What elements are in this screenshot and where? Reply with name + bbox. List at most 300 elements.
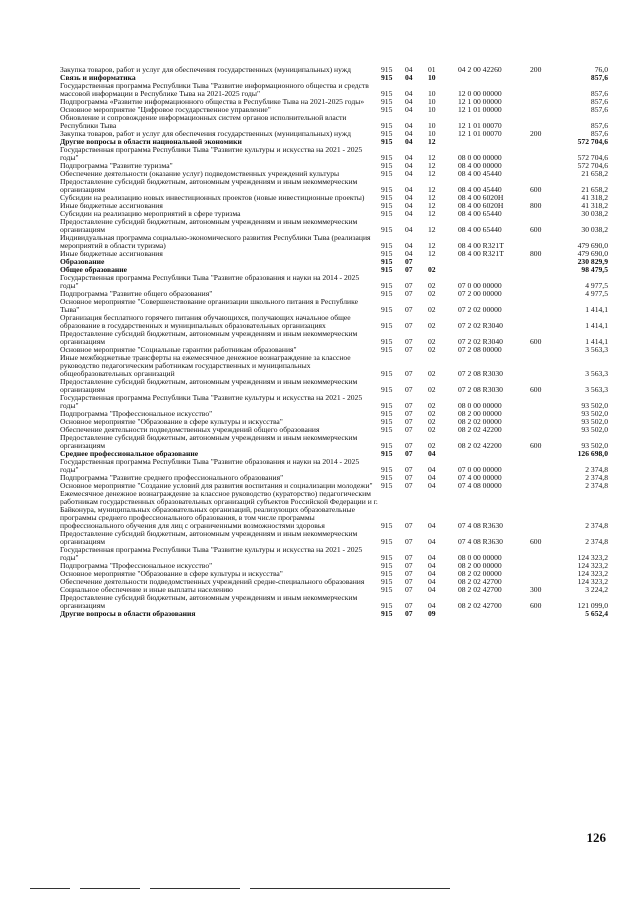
row-name: Основное мероприятие "Образование в сфере культуры и искусства" — [60, 569, 283, 578]
row-podrazdel: 02 — [428, 409, 436, 418]
row-grbs: 915 — [381, 385, 393, 394]
row-amount: 857,6 — [590, 97, 608, 106]
row-amount: 2 374,8 — [585, 465, 608, 474]
row-name: Государственная программа Республики Тыва "Развитие культуры и искусства на 2021 - 2025 годы" — [60, 145, 363, 162]
row-podrazdel: 12 — [428, 209, 436, 218]
table-row — [60, 82, 620, 98]
row-name: Обеспечение деятельности (оказание услуг) подведомственных учреждений культуры — [60, 169, 340, 178]
row-podrazdel: 02 — [428, 289, 436, 298]
row-podrazdel: 02 — [428, 305, 436, 314]
row-target-article: 08 4 00 65440 — [458, 225, 502, 234]
row-grbs: 915 — [381, 169, 393, 178]
row-target-article: 08 4 00 00000 — [458, 161, 502, 170]
row-name: Предоставление субсидий бюджетным, автономным учреждениям и иным некоммерческим организациям — [60, 593, 358, 610]
row-amount: 4 977,5 — [585, 281, 608, 290]
row-grbs: 915 — [381, 65, 393, 74]
row-razdel: 04 — [405, 121, 413, 130]
row-podrazdel: 04 — [428, 481, 436, 490]
row-target-article: 12 1 01 00070 — [458, 129, 502, 138]
row-target-article: 12 0 00 00000 — [458, 89, 502, 98]
row-name: Государственная программа Республики Тыва "Развитие образования и науки на 2014 - 2025 годы" — [60, 457, 360, 474]
row-amount: 93 502,0 — [581, 409, 608, 418]
row-target-article: 07 4 00 00000 — [458, 473, 502, 482]
table-row — [60, 546, 620, 562]
row-target-article: 07 2 02 00000 — [458, 305, 502, 314]
row-razdel: 04 — [405, 153, 413, 162]
row-target-article: 08 2 02 42700 — [458, 577, 502, 586]
row-razdel: 04 — [405, 241, 413, 250]
row-amount: 2 374,8 — [585, 481, 608, 490]
row-razdel: 04 — [405, 65, 413, 74]
row-podrazdel: 02 — [428, 321, 436, 330]
row-grbs: 915 — [381, 73, 393, 82]
row-grbs: 915 — [381, 345, 393, 354]
row-name: Другие вопросы в области национальной экономики — [60, 137, 242, 146]
row-podrazdel: 04 — [428, 449, 436, 458]
row-podrazdel: 09 — [428, 609, 436, 618]
table-row — [60, 610, 620, 618]
row-razdel: 04 — [405, 201, 413, 210]
row-grbs: 915 — [381, 249, 393, 258]
row-name: Предоставление субсидий бюджетным, автономным учреждениям и иным некоммерческим организациям — [60, 529, 358, 546]
row-amount: 857,6 — [590, 129, 608, 138]
row-name: Другие вопросы в области образования — [60, 609, 196, 618]
row-target-article: 07 2 02 R3040 — [458, 337, 503, 346]
table-row — [60, 298, 620, 314]
row-target-article: 07 2 00 00000 — [458, 289, 502, 298]
row-expense-type: 200 — [530, 129, 542, 138]
row-amount: 479 690,0 — [577, 249, 608, 258]
row-name: Социальное обеспечение и иные выплаты населению — [60, 585, 233, 594]
row-amount: 3 563,3 — [585, 385, 608, 394]
row-target-article: 08 4 00 6020H — [458, 193, 504, 202]
row-target-article: 08 4 00 6020H — [458, 201, 504, 210]
row-grbs: 915 — [381, 257, 393, 266]
table-row — [60, 258, 620, 266]
row-name: Обеспечение деятельности подведомственных учреждений средне-специального образования — [60, 577, 365, 586]
row-podrazdel: 02 — [428, 369, 436, 378]
row-name: Подпрограмма «Развитие информационного общества в Республике Тыва на 2021-2025 годы» — [60, 97, 365, 106]
row-grbs: 915 — [381, 193, 393, 202]
row-razdel: 07 — [405, 569, 413, 578]
row-amount: 126 698,0 — [577, 449, 608, 458]
row-grbs: 915 — [381, 281, 393, 290]
row-target-article: 08 4 00 45440 — [458, 185, 502, 194]
row-podrazdel: 02 — [428, 265, 436, 274]
row-razdel: 07 — [405, 481, 413, 490]
row-podrazdel: 12 — [428, 153, 436, 162]
row-amount: 93 502,0 — [581, 417, 608, 426]
row-target-article: 08 4 00 R321T — [458, 249, 504, 258]
row-grbs: 915 — [381, 97, 393, 106]
row-razdel: 04 — [405, 209, 413, 218]
row-grbs: 915 — [381, 337, 393, 346]
row-razdel: 04 — [405, 73, 413, 82]
row-grbs: 915 — [381, 153, 393, 162]
row-name: Закупка товаров, работ и услуг для обеспечения государственных (муниципальных) нужд — [60, 65, 351, 74]
table-row — [60, 378, 620, 394]
row-name: Ежемесячное денежное вознаграждение за классное руководство (кураторство) педагогическим работникам государственных образовательных организаций субъектов Российской Федерации и г. Байконура, муниципальных образовательных организаций, реализующих образовательные программы среднего профессионального образования, в том числе программы профессионального обучения для лиц с ограниченными возможностями здоровья — [60, 489, 378, 530]
row-name: Предоставление субсидий бюджетным, автономным учреждениям и иным некоммерческим организациям — [60, 377, 358, 394]
table-row — [60, 530, 620, 546]
row-amount: 21 658,2 — [581, 169, 608, 178]
row-target-article: 07 0 00 00000 — [458, 465, 502, 474]
row-expense-type: 600 — [530, 337, 542, 346]
row-name: Субсидии на реализацию новых инвестиционных проектов (новые инвестиционные проекты) — [60, 193, 365, 202]
row-podrazdel: 04 — [428, 465, 436, 474]
table-row — [60, 354, 620, 378]
row-grbs: 915 — [381, 473, 393, 482]
row-amount: 3 224,2 — [585, 585, 608, 594]
row-amount: 572 704,6 — [577, 161, 608, 170]
row-amount: 4 977,5 — [585, 289, 608, 298]
row-podrazdel: 04 — [428, 577, 436, 586]
row-razdel: 07 — [405, 417, 413, 426]
table-row — [60, 114, 620, 130]
row-name: Иные бюджетные ассигнования — [60, 249, 163, 258]
row-amount: 230 829,9 — [577, 257, 608, 266]
row-target-article: 07 4 08 R3630 — [458, 521, 503, 530]
row-razdel: 07 — [405, 537, 413, 546]
row-target-article: 08 2 00 00000 — [458, 409, 502, 418]
row-grbs: 915 — [381, 89, 393, 98]
row-expense-type: 800 — [530, 249, 542, 258]
row-razdel: 07 — [405, 577, 413, 586]
row-grbs: 915 — [381, 465, 393, 474]
row-amount: 572 704,6 — [577, 153, 608, 162]
row-amount: 41 318,2 — [581, 193, 608, 202]
row-grbs: 915 — [381, 121, 393, 130]
row-podrazdel: 04 — [428, 521, 436, 530]
budget-table — [60, 66, 620, 618]
row-podrazdel: 10 — [428, 73, 436, 82]
row-razdel: 04 — [405, 249, 413, 258]
row-grbs: 915 — [381, 201, 393, 210]
row-podrazdel: 04 — [428, 537, 436, 546]
row-podrazdel: 02 — [428, 425, 436, 434]
row-podrazdel: 04 — [428, 561, 436, 570]
row-podrazdel: 12 — [428, 201, 436, 210]
row-podrazdel: 02 — [428, 441, 436, 450]
row-podrazdel: 12 — [428, 185, 436, 194]
row-grbs: 915 — [381, 577, 393, 586]
row-grbs: 915 — [381, 601, 393, 610]
row-amount: 124 323,2 — [577, 561, 608, 570]
row-grbs: 915 — [381, 289, 393, 298]
row-expense-type: 600 — [530, 537, 542, 546]
table-row — [60, 594, 620, 610]
row-razdel: 04 — [405, 225, 413, 234]
row-razdel: 07 — [405, 609, 413, 618]
table-row — [60, 178, 620, 194]
row-podrazdel: 02 — [428, 337, 436, 346]
row-amount: 1 414,1 — [585, 337, 608, 346]
row-name: Подпрограмма "Развитие общего образования" — [60, 289, 213, 298]
row-podrazdel: 10 — [428, 129, 436, 138]
row-razdel: 04 — [405, 137, 413, 146]
row-podrazdel: 02 — [428, 417, 436, 426]
row-razdel: 07 — [405, 465, 413, 474]
row-podrazdel: 02 — [428, 281, 436, 290]
row-target-article: 07 4 08 00000 — [458, 481, 502, 490]
row-podrazdel: 12 — [428, 169, 436, 178]
row-amount: 1 414,1 — [585, 321, 608, 330]
row-podrazdel: 12 — [428, 225, 436, 234]
row-razdel: 04 — [405, 89, 413, 98]
row-name: Основное мероприятие "Совершенствование организации школьного питания в Республике Тыва" — [60, 297, 358, 314]
row-amount: 479 690,0 — [577, 241, 608, 250]
row-expense-type: 600 — [530, 441, 542, 450]
row-name: Среднее профессиональное образование — [60, 449, 199, 458]
row-name: Подпрограмма "Профессиональное искусство" — [60, 409, 213, 418]
row-name: Подпрограмма "Развитие туризма" — [60, 161, 173, 170]
table-row — [60, 66, 620, 74]
row-target-article: 08 2 02 42200 — [458, 425, 502, 434]
row-grbs: 915 — [381, 561, 393, 570]
row-razdel: 04 — [405, 129, 413, 138]
row-name: Основное мероприятие "Образование в сфере культуры и искусства" — [60, 417, 283, 426]
row-razdel: 07 — [405, 473, 413, 482]
row-amount: 857,6 — [590, 105, 608, 114]
row-podrazdel: 10 — [428, 121, 436, 130]
row-target-article: 08 0 00 00000 — [458, 153, 502, 162]
row-razdel: 07 — [405, 449, 413, 458]
row-expense-type: 600 — [530, 225, 542, 234]
row-amount: 3 563,3 — [585, 345, 608, 354]
row-expense-type: 300 — [530, 585, 542, 594]
row-target-article: 07 2 08 R3030 — [458, 369, 503, 378]
row-name: Государственная программа Республики Тыва "Развитие информационного общества и средств массовой информации в Республике Тыва на 2021-2025 годы" — [60, 81, 369, 98]
row-amount: 93 502,0 — [581, 425, 608, 434]
row-grbs: 915 — [381, 305, 393, 314]
row-name: Обновление и сопровождение информационных систем органов исполнительной власти Республики Тыва — [60, 113, 347, 130]
row-target-article: 08 2 02 00000 — [458, 569, 502, 578]
row-target-article: 07 0 00 00000 — [458, 281, 502, 290]
row-grbs: 915 — [381, 209, 393, 218]
row-amount: 2 374,8 — [585, 521, 608, 530]
row-amount: 857,6 — [590, 73, 608, 82]
row-target-article: 08 4 00 R321T — [458, 241, 504, 250]
row-grbs: 915 — [381, 265, 393, 274]
footer-rule — [30, 888, 450, 889]
row-grbs: 915 — [381, 585, 393, 594]
row-podrazdel: 02 — [428, 385, 436, 394]
row-target-article: 08 2 02 42700 — [458, 585, 502, 594]
row-expense-type: 800 — [530, 201, 542, 210]
row-amount: 30 038,2 — [581, 225, 608, 234]
row-target-article: 08 4 00 65440 — [458, 209, 502, 218]
row-target-article: 08 4 00 45440 — [458, 169, 502, 178]
row-grbs: 915 — [381, 441, 393, 450]
row-target-article: 07 2 08 00000 — [458, 345, 502, 354]
row-razdel: 07 — [405, 369, 413, 378]
row-razdel: 07 — [405, 601, 413, 610]
row-grbs: 915 — [381, 481, 393, 490]
row-razdel: 07 — [405, 257, 413, 266]
row-target-article: 12 1 01 00000 — [458, 105, 502, 114]
row-podrazdel: 01 — [428, 65, 436, 74]
row-amount: 93 502,0 — [581, 441, 608, 450]
row-name: Субсидии на реализацию мероприятий в сфере туризма — [60, 209, 241, 218]
table-row — [60, 234, 620, 250]
table-row — [60, 458, 620, 474]
row-name: Предоставление субсидий бюджетным, автономным учреждениям и иным некоммерческим организациям — [60, 217, 358, 234]
row-podrazdel: 12 — [428, 241, 436, 250]
row-razdel: 04 — [405, 169, 413, 178]
row-razdel: 07 — [405, 305, 413, 314]
row-amount: 857,6 — [590, 89, 608, 98]
row-amount: 30 038,2 — [581, 209, 608, 218]
row-name: Предоставление субсидий бюджетным, автономным учреждениям и иным некоммерческим организациям — [60, 177, 358, 194]
row-grbs: 915 — [381, 401, 393, 410]
row-grbs: 915 — [381, 129, 393, 138]
row-podrazdel: 12 — [428, 193, 436, 202]
row-name: Предоставление субсидий бюджетным, автономным учреждениям и иным некоммерческим организациям — [60, 329, 358, 346]
row-grbs: 915 — [381, 409, 393, 418]
row-name: Основное мероприятие "Цифровое государственное управление" — [60, 105, 271, 114]
row-name: Государственная программа Республики Тыва "Развитие культуры и искусства на 2021 - 2025 годы" — [60, 393, 363, 410]
row-podrazdel: 10 — [428, 105, 436, 114]
table-row — [60, 394, 620, 410]
row-name: Связь и информатика — [60, 73, 136, 82]
row-grbs: 915 — [381, 185, 393, 194]
row-name: Индивидуальная программа социально-экономического развития Республики Тыва (реализация мероприятий в области туризма) — [60, 233, 371, 250]
row-amount: 76,0 — [594, 65, 608, 74]
row-razdel: 07 — [405, 553, 413, 562]
row-amount: 98 479,5 — [581, 265, 608, 274]
row-razdel: 07 — [405, 345, 413, 354]
row-podrazdel: 12 — [428, 249, 436, 258]
row-expense-type: 600 — [530, 385, 542, 394]
row-razdel: 04 — [405, 185, 413, 194]
row-podrazdel: 10 — [428, 97, 436, 106]
row-amount: 1 414,1 — [585, 305, 608, 314]
row-razdel: 07 — [405, 409, 413, 418]
row-podrazdel: 12 — [428, 161, 436, 170]
row-grbs: 915 — [381, 161, 393, 170]
table-row — [60, 274, 620, 290]
row-grbs: 915 — [381, 449, 393, 458]
row-grbs: 915 — [381, 425, 393, 434]
row-amount: 2 374,8 — [585, 473, 608, 482]
row-podrazdel: 04 — [428, 473, 436, 482]
row-name: Иные бюджетные ассигнования — [60, 201, 163, 210]
row-target-article: 08 2 02 42200 — [458, 441, 502, 450]
row-target-article: 08 0 00 00000 — [458, 553, 502, 562]
row-grbs: 915 — [381, 369, 393, 378]
table-row — [60, 250, 620, 258]
row-name: Образование — [60, 257, 105, 266]
row-name: Организация бесплатного горячего питания обучающихся, получающих начальное общее образование в государственных и муниципальных образовательных организациях — [60, 313, 351, 330]
row-razdel: 07 — [405, 281, 413, 290]
row-amount: 124 323,2 — [577, 569, 608, 578]
row-amount: 121 099,0 — [577, 601, 608, 610]
row-grbs: 915 — [381, 105, 393, 114]
row-amount: 5 652,4 — [585, 609, 608, 618]
row-grbs: 915 — [381, 241, 393, 250]
row-podrazdel: 04 — [428, 585, 436, 594]
row-name: Закупка товаров, работ и услуг для обеспечения государственных (муниципальных) нужд — [60, 129, 351, 138]
row-grbs: 915 — [381, 417, 393, 426]
row-razdel: 07 — [405, 521, 413, 530]
row-amount: 124 323,2 — [577, 553, 608, 562]
row-amount: 2 374,8 — [585, 537, 608, 546]
table-row — [60, 218, 620, 234]
row-podrazdel: 02 — [428, 401, 436, 410]
row-grbs: 915 — [381, 321, 393, 330]
row-razdel: 07 — [405, 401, 413, 410]
table-row — [60, 314, 620, 330]
row-grbs: 915 — [381, 137, 393, 146]
row-name: Основное мероприятие "Социальные гарантии работникам образования" — [60, 345, 297, 354]
row-razdel: 04 — [405, 97, 413, 106]
row-name: Иные межбюджетные трансферты на ежемесячное денежное вознаграждение за классное руководство педагогическим работникам государственных и муниципальных общеобразовательных организаций — [60, 353, 351, 378]
row-amount: 41 318,2 — [581, 201, 608, 210]
row-name: Подпрограмма "Развитие среднего профессионального образования" — [60, 473, 284, 482]
row-razdel: 04 — [405, 105, 413, 114]
table-row — [60, 146, 620, 162]
row-razdel: 07 — [405, 425, 413, 434]
row-target-article: 07 2 08 R3030 — [458, 385, 503, 394]
row-target-article: 07 2 02 R3040 — [458, 321, 503, 330]
row-target-article: 04 2 00 42260 — [458, 65, 502, 74]
row-amount: 21 658,2 — [581, 185, 608, 194]
row-target-article: 12 1 01 00070 — [458, 121, 502, 130]
row-grbs: 915 — [381, 225, 393, 234]
page-number: 126 — [586, 830, 606, 845]
table-row — [60, 490, 620, 530]
row-target-article: 08 0 00 00000 — [458, 401, 502, 410]
row-name: Подпрограмма "Профессиональное искусство" — [60, 561, 213, 570]
row-podrazdel: 04 — [428, 553, 436, 562]
row-razdel: 07 — [405, 265, 413, 274]
row-razdel: 07 — [405, 561, 413, 570]
row-razdel: 04 — [405, 161, 413, 170]
row-grbs: 915 — [381, 521, 393, 530]
row-amount: 572 704,6 — [577, 137, 608, 146]
row-target-article: 08 2 02 00000 — [458, 417, 502, 426]
row-target-article: 08 2 02 42700 — [458, 601, 502, 610]
row-name: Общее образование — [60, 265, 128, 274]
row-grbs: 915 — [381, 569, 393, 578]
row-grbs: 915 — [381, 553, 393, 562]
row-razdel: 07 — [405, 289, 413, 298]
row-grbs: 915 — [381, 537, 393, 546]
row-target-article: 07 4 08 R3630 — [458, 537, 503, 546]
row-podrazdel: 04 — [428, 601, 436, 610]
row-razdel: 07 — [405, 385, 413, 394]
row-razdel: 07 — [405, 585, 413, 594]
row-grbs: 915 — [381, 609, 393, 618]
row-expense-type: 200 — [530, 65, 542, 74]
row-razdel: 04 — [405, 193, 413, 202]
row-razdel: 07 — [405, 321, 413, 330]
row-razdel: 07 — [405, 441, 413, 450]
table-row — [60, 434, 620, 450]
row-amount: 93 502,0 — [581, 401, 608, 410]
row-name: Обеспечение деятельности подведомственных учреждений общего образования — [60, 425, 320, 434]
row-expense-type: 600 — [530, 601, 542, 610]
table-row — [60, 330, 620, 346]
row-podrazdel: 04 — [428, 569, 436, 578]
row-target-article: 08 2 00 00000 — [458, 561, 502, 570]
row-target-article: 12 1 00 00000 — [458, 97, 502, 106]
row-expense-type: 600 — [530, 185, 542, 194]
row-amount: 3 563,3 — [585, 369, 608, 378]
row-razdel: 07 — [405, 337, 413, 346]
row-amount: 857,6 — [590, 121, 608, 130]
row-podrazdel: 10 — [428, 89, 436, 98]
